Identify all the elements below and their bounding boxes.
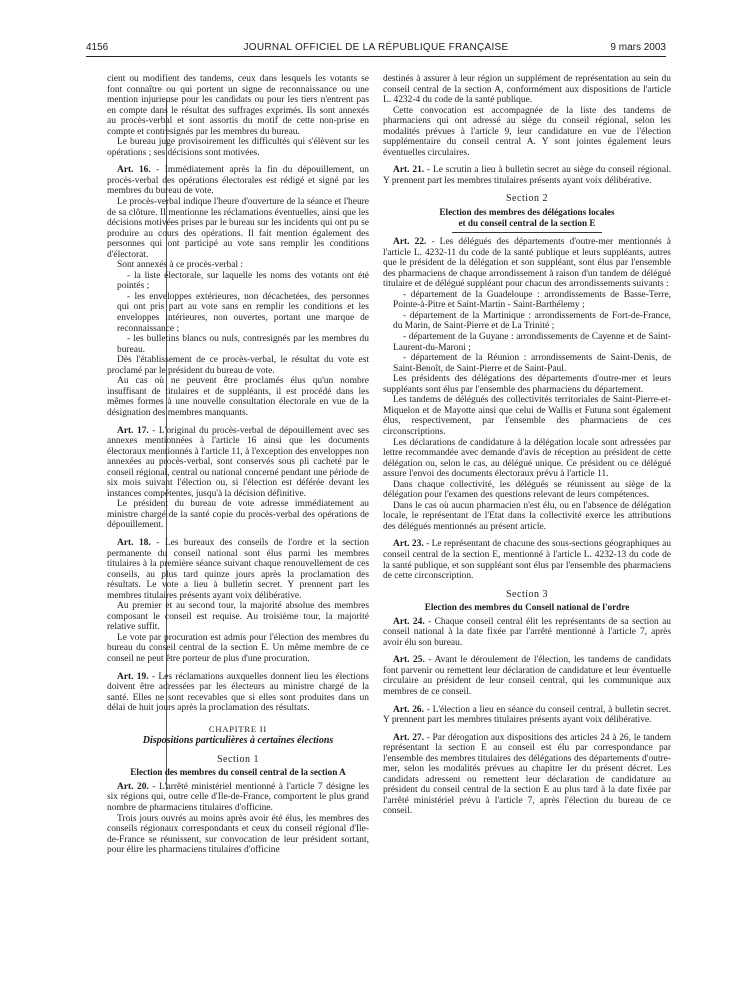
paragraph: Sont annexés à ce procès-verbal :: [117, 260, 244, 271]
issue-date: 9 mars 2003: [610, 42, 666, 53]
section-heading: Section 2: [506, 193, 548, 205]
paragraph: Trois jours ouvrés au moins après avoir été élus, les membres des conseils régionaux correspondants et ceux du conseil régional d'Ile-de-France se réunissent, sur convocation de leur président sortant, pour élire les pharmaciens titulaires d'officine: [107, 813, 369, 856]
paragraph: Dans chaque collectivité, les délégués se réunissent au siège de la délégation pour l'examen des questions relevant de leurs compétences.: [383, 479, 671, 501]
article-label: Art. 22.: [393, 237, 427, 248]
list-item: - département de la Réunion : arrondissements de Saint-Denis, de Saint-Benoît, de Saint-Pierre et de Saint-Paul.: [393, 353, 671, 374]
paragraph: Les déclarations de candidature à la délégation locale sont adressées par lettre recommandée avec demande d'avis de réception au président de cette délégation ou, selon le cas, au délégué unique. Ce président ou ce délégué assure l'envoi des documents électoraux prévu à l'article 11.: [383, 437, 671, 480]
article-25: [383, 655, 671, 697]
section-title: et du conseil central de la section E: [458, 217, 596, 228]
paragraph: Les tandems de délégués des collectivités territoriales de Saint-Pierre-et-Miquelon et de Mayotte ainsi que celui de Wallis et Futuna sont également élus, respectivement, par l'ensemble des pharmaciens de ces circonscriptions.: [383, 395, 671, 437]
paragraph: Au cas où ne peuvent être proclamés élus qu'un nombre insuffisant de titulaires et de suppléants, il est procédé dans les mêmes formes à une nouvelle consultation électorale en vue de la désignation des membres manquants.: [107, 376, 369, 418]
section-heading: Section 3: [506, 588, 548, 600]
paragraph: Le vote par procuration est admis pour l'élection des membres du bureau du conseil central de la section E. Un même membre de ce conseil ne peut être porteur de plus d'une procuration.: [107, 632, 369, 664]
list-item: - département de la Guadeloupe : arrondissements de Basse-Terre, Pointe-à-Pitre et Saint-Martin - Saint-Barthélemy ;: [393, 289, 671, 311]
article-label: Art. 16.: [117, 165, 151, 176]
list-item: - département de la Guyane : arrondissements de Cayenne et de Saint-Laurent-du-Maroni ;: [393, 332, 671, 353]
list-item: - les bulletins blancs ou nuls, contresignés par les membres du bureau.: [117, 334, 369, 355]
paragraph: Le procès-verbal indique l'heure d'ouverture de la séance et l'heure de sa clôture. Il mentionne les réclamations éventuelles, ainsi que les décisions motivées prises par le bureau sur les incidents qui ont pu se produire au cours des opérations. Il fait mention également des personnes qui ont participé au vote sans remplir les conditions d'électorat.: [107, 197, 369, 260]
article-label: Art. 25.: [393, 655, 425, 666]
article-21: [383, 165, 671, 186]
article-23: [383, 539, 671, 581]
article-text: - Chaque conseil central élit les représentants de sa section au conseil national à la date fixée par l'arrêté mentionné à l'article 7, après avoir élu son bureau.: [383, 616, 671, 648]
article-text: - Le représentant de chacune des sous-sections géographiques au conseil central de la section E, mentionné à l'article L. 4232-13 du code de la santé publique, et son suppléant sont élus par l'ensemble des pharmaciens de cette circonscription.: [383, 539, 671, 582]
article-text: - Les bureaux des conseils de l'ordre et la section permanente du conseil national sont élus parmi les membres titulaires à la première séance suivant chaque renouvellement de ces conseils, au plus tard quinze jours après la proclamation des résultats. Le vote a lieu à bulletin secret. Y prennent part les membres titulaires présents ayant voix délibérative.: [107, 537, 369, 601]
list-item: - département de la Martinique : arrondissements de Fort-de-France, du Marin, de Saint-Pierre et de La Trinité ;: [393, 310, 671, 332]
article-22: [383, 237, 671, 290]
article-text: - L'arrêté ministériel mentionné à l'article 7 désigne les six régions qui, outre celle d'Ile-de-France, comportent le plus grand nombre de pharmaciens titulaires d'officine.: [107, 781, 369, 813]
article-text: - Le scrutin a lieu à bulletin secret au siège du conseil régional. Y prennent part les membres titulaires présents ayant voix délibérative.: [383, 165, 671, 186]
article-text: - Les réclamations auxquelles donnent lieu les élections doivent être adressées par les électeurs au ministre chargé de la santé. Elles ne sont recevables que si elles sont produites dans un délai de huit jours après la proclamation des résultats.: [107, 671, 369, 714]
chapter-title: Dispositions particulières à certaines élections: [142, 735, 334, 747]
article-label: Art. 19.: [117, 671, 149, 682]
article-text: - Les délégués des départements d'outre-mer mentionnés à l'article L. 4232-11 du code de la santé publique et leurs suppléants, autres que le président de la délégation et son suppléant, sont élus par l'ensemble des pharmaciens de chaque arrondissement à raison d'un tandem de délégué titulaire et de délégué suppléant pour chacun des arrondissements suivants :: [383, 237, 671, 290]
right-column: [383, 74, 671, 980]
article-17: [107, 426, 369, 500]
paragraph: Cette convocation est accompagnée de la liste des tandems de pharmaciens qui ont adressé au siège du conseil régional, selon les modalités prévues à l'article 9, leur candidature en vue de l'élection supplémentaire du conseil central A. Y sont jointes également leurs éventuelles circulaires.: [383, 105, 671, 158]
paragraph: Dans le cas où aucun pharmacien n'est élu, ou en l'absence de délégation locale, le représentant de l'Etat dans la collectivité exerce les attributions des délégués mentionnés au présent article.: [383, 500, 671, 532]
article-text: - Avant le déroulement de l'élection, les tandems de candidats font parvenir ou remettent leur déclaration de candidature et leur éventuelle circulaire au président de leur conseil central, qui les communique aux membres de ce conseil.: [383, 655, 671, 697]
article-label: Art. 26.: [393, 704, 425, 715]
section-title: Election des membres des délégations locales: [439, 207, 615, 218]
article-label: Art. 20.: [117, 781, 149, 792]
paragraph: Le président du bureau de vote adresse immédiatement au ministre chargé de la santé copie du procès-verbal des opérations de dépouillement.: [107, 499, 369, 531]
paragraph: destinés à assurer à leur région un supplément de représentation au sein du conseil central de la section A, conformément aux dispositions de l'article L. 4232-4 du code de la santé publique.: [383, 74, 671, 106]
section-title: Election des membres du conseil central de la section A: [130, 767, 346, 778]
article-26: [383, 705, 671, 726]
divider: [452, 232, 602, 233]
chapter-heading: CHAPITRE II: [208, 723, 268, 734]
article-24: [383, 617, 671, 649]
article-label: Art. 24.: [393, 616, 425, 627]
article-label: Art. 23.: [393, 539, 424, 550]
section-title: Election des membres du Conseil national de l'ordre: [424, 602, 630, 613]
article-19: [107, 672, 369, 714]
article-text: - Immédiatement après la fin du dépouillement, un procès-verbal des opérations électorales est rédigé et signé par les membres du bureau de vote.: [107, 165, 369, 197]
article-label: Art. 17.: [117, 425, 149, 436]
list-item: - les enveloppes extérieures, non décachetées, des personnes qui ont pris part au vote sans en remplir les conditions et les enveloppes intérieures, non ouvertes, portant une marque de reconnaissance ;: [117, 291, 369, 334]
article-text: - Par dérogation aux dispositions des articles 24 à 26, le tandem représentant la section E au conseil est élu par correspondance par l'ensemble des membres titulaires des délégations des départements d'outre-mer, selon les modalités prévues au chapitre Ier du présent décret. Les candidats adressent ou remettent leur déclaration de candidature au président du conseil central de la section E au plus tard à la date fixée par l'arrêté ministériel prévu à l'article 7, après l'élection du bureau de ce conseil.: [383, 732, 671, 817]
article-text: - L'élection a lieu en séance du conseil central, à bulletin secret. Y prennent part les membres titulaires présents ayant voix délibérative.: [383, 704, 671, 726]
list-item: - la liste électorale, sur laquelle les noms des votants ont été pointés ;: [117, 270, 369, 292]
paragraph: cient ou modifient des tandems, ceux dans lesquels les votants se font connaître ou qui portent un signe de reconnaissance ou une mention injurieuse pour les candidats ou pour les tiers n'entrent pas en compte dans le résultat des suffrages exprimés. Ils sont annexés au procès-verbal et sont assortis du motif de cette non-prise en compte et contresignés par les membres du bureau.: [107, 74, 369, 137]
journal-title: JOURNAL OFFICIEL DE LA RÉPUBLIQUE FRANÇAISE: [243, 42, 509, 53]
article-text: - L'original du procès-verbal de dépouillement avec ses annexes mentionnées à l'article 16 ainsi que les documents électoraux mentionnés à l'article 11, à l'exception des enveloppes non annexées au procès-verbal, sont conservés sous pli cacheté par le conseil régional, central ou national concerné pendant une période de six mois suivant l'élection ou, si l'élection est déférée devant les instances compétentes, jusqu'à la décision définitive.: [107, 425, 369, 499]
article-label: Art. 21.: [393, 165, 425, 176]
article-20: [107, 782, 369, 814]
paragraph: Au premier et au second tour, la majorité absolue des membres composant le conseil est requise. Au troisième tour, la majorité relative suffit.: [107, 601, 369, 633]
section-heading: Section 1: [217, 753, 259, 765]
article-label: Art. 27.: [393, 732, 424, 743]
page-number: 4156: [86, 42, 109, 53]
article-16: [107, 165, 369, 197]
article-18: [107, 538, 369, 601]
page-header: [86, 40, 666, 57]
paragraph: Le bureau juge provisoirement les difficultés qui s'élèvent sur les opérations ; ses décisions sont motivées.: [107, 137, 369, 158]
left-column: [107, 74, 369, 980]
article-27: [383, 733, 671, 817]
article-label: Art. 18.: [117, 537, 151, 548]
paragraph: Dès l'établissement de ce procès-verbal, le résultat du vote est proclamé par le président du bureau de vote.: [107, 355, 369, 376]
paragraph: Les présidents des délégations des départements d'outre-mer et leurs suppléants sont élus par l'ensemble des pharmaciens du département.: [383, 374, 671, 395]
